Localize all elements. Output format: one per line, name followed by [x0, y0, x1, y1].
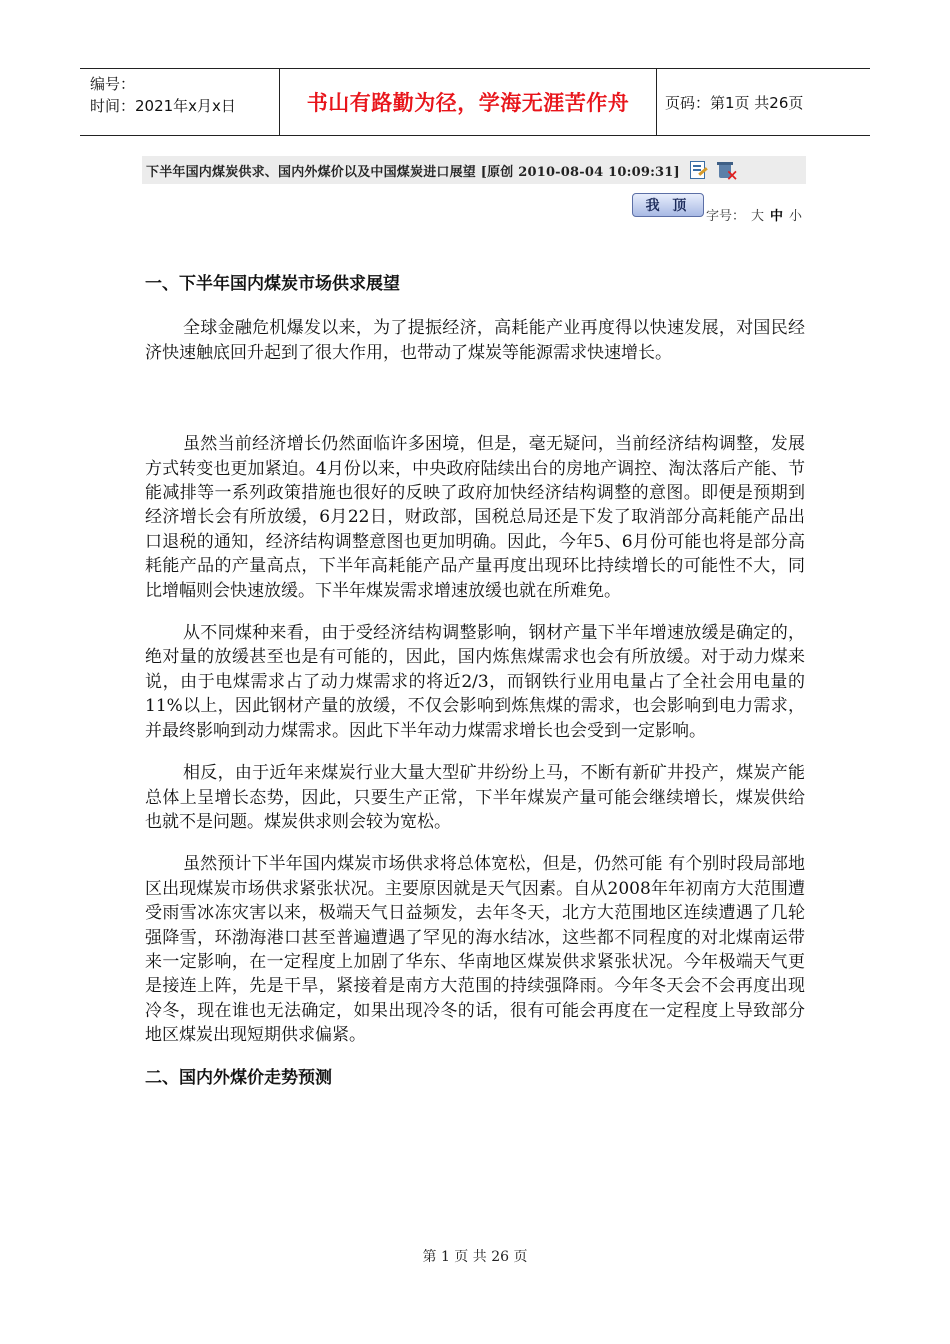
page-footer: 第 1 页 共 26 页: [422, 1249, 528, 1265]
paragraph-3: 从不同煤种来看，由于受经济结构调整影响，钢材产量下半年增速放缓是确定的，绝对量的放缓甚至也是有可能的，因此，国内炼焦煤需求也会有所放缓。对于动力煤来说，由于电煤需求占了动力煤需求的将近2/3，而钢铁行业用电量占了全社会用电量的11%以上，因此钢材产量的放缓，不仅会影响到炼焦煤的需求，也会影响到电力需求，并最终影响到动力煤需求。因此下半年动力煤需求增长也会受到一定影响。: [145, 623, 805, 741]
paragraph-2: 虽然当前经济增长仍然面临许多困境，但是，毫无疑问，当前经济结构调整，发展方式转变也更加紧迫。4月份以来，中央政府陆续出台的房地产调控、淘汰落后产能、节能减排等一系列政策措施也很好的反映了政府加快经济结构调整的意图。即便是预期到经济增长会有所放缓，6月22日，财政部，国税总局还是下发了取消部分高耗能产品出口退税的通知，经济结构调整意图也更加明确。因此，今年5、6月份可能也将是部分高耗能产品的产量高点，下半年高耗能产品产量再度出现环比持续增长的可能性不大，同比增幅则会快速放缓。下半年煤炭需求增速放缓也就在所难免。: [145, 434, 805, 601]
edit-icon[interactable]: [688, 160, 708, 180]
article-title: 下半年国内煤炭供求、国内外煤价以及中国煤炭进口展望 [原创 2010-08-04 10:09:31]: [146, 164, 680, 180]
paragraph-5: 虽然预计下半年国内煤炭市场供求将总体宽松，但是，仍然可能 有个别时段局部地区出现煤炭市场供求紧张状况。主要原因就是天气因素。自从2008年年初南方大范围遭受雨雪冰冻灾害以来，极端天气日益频发，去年冬天，北方大范围地区连续遭遇了几轮强降雪，环渤海港口甚至普遍遭遇了罕见的海水结冰，这些都不同程度的对北煤南运带来一定影响，在一定程度上加剧了华东、华南地区煤炭供求紧张状况。今年极端天气更是接连上阵，先是干旱，紧接着是南方大范围的持续强降雨。今年冬天会不会再度出现冷冬，现在谁也无法确定，如果出现冷冬的话，很有可能会再度在一定程度上导致部分地区煤炭出现短期供求偏紧。: [145, 854, 805, 1046]
delete-icon[interactable]: ×: [716, 160, 736, 180]
article-body: [145, 272, 805, 1090]
paragraph-1: 全球金融危机爆发以来，为了提振经济，高耗能产业再度得以快速发展，对国民经济快速触底回升起到了很大作用，也带动了煤炭等能源需求快速增长。: [145, 318, 805, 363]
font-size-medium[interactable]: 中: [770, 209, 784, 224]
motto: 书山有路勤为径，学海无涯苦作舟: [306, 91, 630, 115]
section-heading-1: 一、下半年国内煤炭市场供求展望: [145, 274, 400, 294]
paragraph-4: 相反，由于近年来煤炭行业大量大型矿井纷纷上马，不断有新矿井投产，煤炭产能总体上呈增长态势，因此，只要生产正常，下半年煤炭产量可能会继续增长，煤炭供给也就不是问题。煤炭供求则会较为宽松。: [145, 763, 805, 832]
section-heading-2: 二、国内外煤价走势预测: [145, 1067, 332, 1088]
font-size-small[interactable]: 小: [789, 209, 803, 224]
font-size-selector: [706, 205, 808, 224]
header-page-info: 页码：第1页 共26页: [665, 93, 804, 112]
serial-label: 编号：: [90, 75, 136, 93]
font-size-large[interactable]: 大: [751, 209, 765, 224]
article-title-bar: [142, 156, 806, 184]
font-size-label: 字号：: [706, 209, 746, 224]
time-label: 时间：2021年x月x日: [90, 97, 236, 115]
header-motto-cell: [280, 69, 657, 135]
top-button[interactable]: 我 顶: [632, 193, 704, 217]
header-meta: [80, 69, 280, 135]
page-header: [80, 68, 870, 136]
